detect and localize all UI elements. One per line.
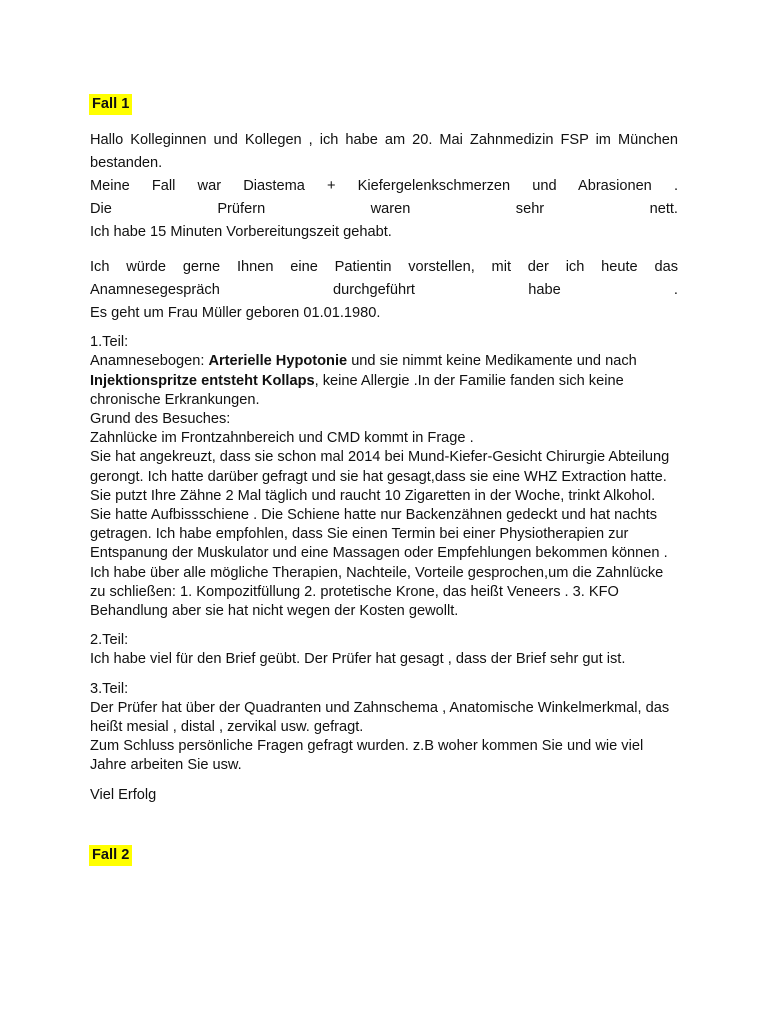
patient-line-2: Anamnesegespräch durchgeführt habe .: [90, 282, 678, 299]
fall1-heading: Fall 1: [89, 94, 132, 115]
patient-paragraph: [90, 256, 678, 325]
anamnese-paragraph: [90, 352, 678, 410]
grund-text: Zahnlücke im Frontzahnbereich und CMD kommt in Frage .: [90, 430, 474, 447]
patient-line-3: Es geht um Frau Müller geboren 01.01.1980.: [90, 305, 381, 322]
document-page: [90, 94, 678, 866]
patient-line-1: Ich würde gerne Ihnen eine Patientin vorstellen, mit der ich heute das: [90, 259, 678, 276]
anamnese-prefix: Anamnesebogen:: [90, 353, 209, 370]
intro-line-4: Die Prüfern waren sehr nett.: [90, 201, 678, 218]
teil3-text-2: Zum Schluss persönliche Fragen gefragt wurden. z.B woher kommen Sie und wie viel Jahre arbeiten Sie usw.: [90, 738, 644, 774]
teil1-body: Sie hat angekreuzt, dass sie schon mal 2014 bei Mund-Kiefer-Gesicht Chirurgie Abteilung gerongt. Ich hatte darüber gefragt und sie hat gesagt,dass sie eine WHZ Extraction hatte. Sie putzt Ihre Zähne 2 Mal täglich und raucht 10 Zigaretten in der Woche, trinkt Alkohol. Sie hatte Aufbissschiene . Die Schiene hatte nur Backenzähnen gedeckt und hat nachts getragen. Ich habe empfohlen, dass Sie einen Termin bei einer Physiotherapien zur Entspanung der Muskulator und eine Massagen oder Empfehlungen bekommen können . Ich habe über alle mögliche Therapien, Nachteile, Vorteile gesprochen,um die Zahnlücke zu schließen: 1. Kompozitfüllung 2. protetische Krone, das heißt Veneers . 3. KFO Behandlung aber sie hat nicht wegen der Kosten gewollt.: [90, 449, 670, 620]
teil3-text-1: Der Prüfer hat über der Quadranten und Zahnschema , Anatomische Winkelmerkmal, das heißt mesial , distal , zervikal usw. gefragt.: [90, 699, 670, 736]
teil2-title: 2.Teil:: [90, 632, 129, 649]
intro-line-5: Ich habe 15 Minuten Vorbereitungszeit gehabt.: [90, 224, 392, 241]
teil3-title: 3.Teil:: [90, 680, 129, 697]
teil2-section: [90, 631, 678, 669]
intro-line-3: Meine Fall war Diastema + Kiefergelenkschmerzen und Abrasionen .: [90, 178, 678, 195]
teil1-section: [90, 333, 678, 621]
anamnese-bold-kollaps: Injektionspritze entsteht Kollaps: [90, 372, 315, 389]
teil1-title: 1.Teil:: [90, 334, 129, 351]
intro-line-2: bestanden.: [90, 155, 163, 172]
anamnese-mid: und sie nimmt keine Medikamente und nach: [347, 353, 637, 370]
intro-line-1: Hallo Kolleginnen und Kollegen , ich habe am 20. Mai Zahnmedizin FSP im München: [90, 132, 678, 149]
teil3-section: [90, 680, 678, 776]
grund-label: Grund des Besuches:: [90, 411, 231, 428]
teil2-text: Ich habe viel für den Brief geübt. Der Prüfer hat gesagt , dass der Brief sehr gut ist.: [90, 651, 626, 668]
fall2-heading: Fall 2: [89, 845, 132, 866]
anamnese-bold-hypotonie: Arterielle Hypotonie: [208, 353, 348, 370]
anamnese-suffix: , keine Allergie .In der Familie fanden sich keine chronische Erkrankungen.: [90, 372, 624, 408]
closing-text: Viel Erfolg: [90, 786, 157, 803]
intro-paragraph: [90, 129, 678, 244]
